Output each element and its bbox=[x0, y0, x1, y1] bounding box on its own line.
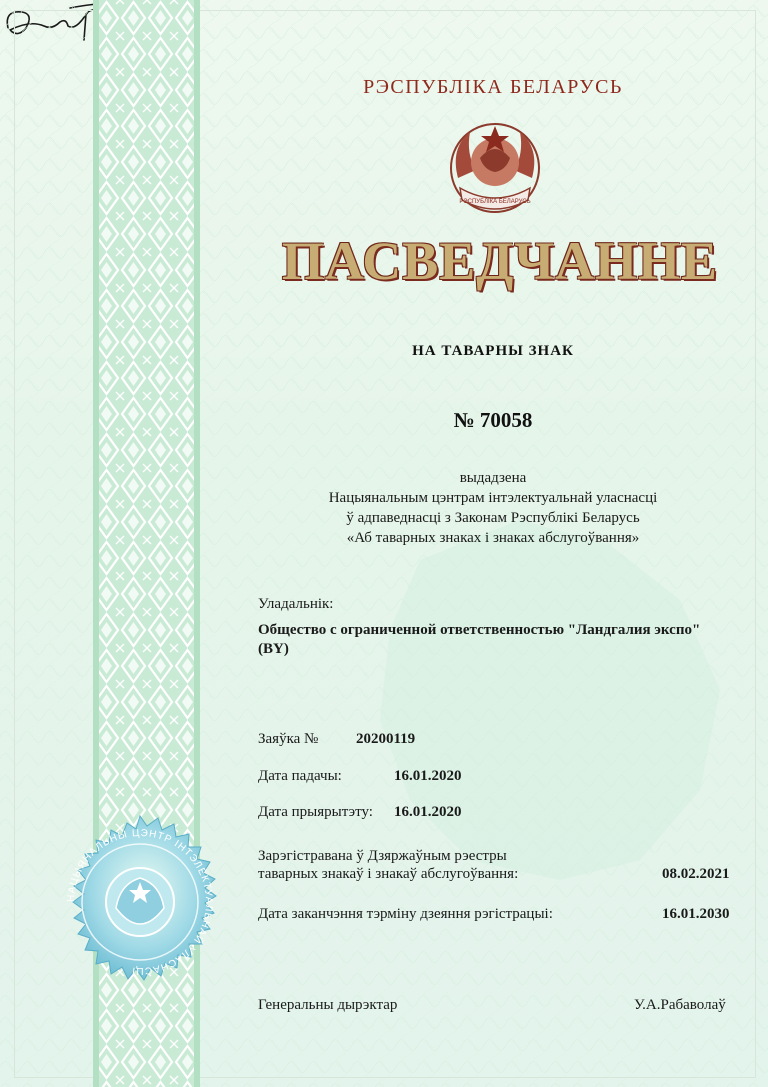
expiry-label: Дата заканчэння тэрміну дзеяння рэгістрацыі: bbox=[258, 906, 553, 922]
svg-text:НАЦЫЯНАЛЬНЫ ЦЭНТР ІНТЭЛЕКТУАЛЬ: НАЦЫЯНАЛЬНЫ ЦЭНТР ІНТЭЛЕКТУАЛЬНАЙ УЛАСНАСЦІ bbox=[65, 827, 215, 977]
priority-date: 16.01.2020 bbox=[394, 804, 462, 820]
registration-label-line1: Зарэгістравана ў Дзяржаўным рэестры bbox=[258, 848, 507, 864]
svg-text:РЭСПУБЛІКА БЕЛАРУСЬ: РЭСПУБЛІКА БЕЛАРУСЬ bbox=[459, 199, 531, 205]
director-name: У.А.Рабаволаў bbox=[634, 997, 726, 1013]
state-emblem-icon bbox=[440, 118, 550, 224]
holder-label: Уладальнік: bbox=[258, 596, 334, 612]
hologram-seal-icon bbox=[50, 812, 230, 992]
holder-name: Общество с ограниченной ответственностью "Ландгалия экспо" bbox=[258, 622, 701, 638]
document-subtitle: НА ТАВАРНЫ ЗНАК bbox=[412, 343, 574, 359]
issued-line: ў адпаведнасці з Законам Рэспублікі Беларусь bbox=[346, 510, 640, 526]
document-title: ПАСВЕДЧАННЕ bbox=[281, 231, 719, 291]
holder-country: (BY) bbox=[258, 641, 289, 657]
filing-date: 16.01.2020 bbox=[394, 768, 462, 784]
application-number: 20200119 bbox=[356, 731, 416, 747]
issued-by-block bbox=[210, 468, 768, 548]
filing-date-label: Дата падачы: bbox=[258, 768, 342, 784]
issued-line: выдадзена bbox=[459, 470, 527, 486]
certificate-number: № 70058 bbox=[453, 408, 533, 432]
expiry-date: 16.01.2030 bbox=[662, 906, 730, 922]
application-label: Заяўка № bbox=[258, 731, 319, 747]
registration-date: 08.02.2021 bbox=[662, 866, 730, 882]
registration-label-line2: таварных знакаў і знакаў абслугоўвання: bbox=[258, 866, 519, 882]
issued-line: «Аб таварных знаках і знаках абслугоўвання» bbox=[346, 530, 640, 546]
issued-line: Нацыянальным цэнтрам інтэлектуальнай уласнасці bbox=[328, 490, 658, 506]
country-header: РЭСПУБЛІКА БЕЛАРУСЬ bbox=[363, 76, 623, 98]
priority-date-label: Дата прыярытэту: bbox=[258, 804, 373, 820]
director-title: Генеральны дырэктар bbox=[258, 997, 398, 1013]
